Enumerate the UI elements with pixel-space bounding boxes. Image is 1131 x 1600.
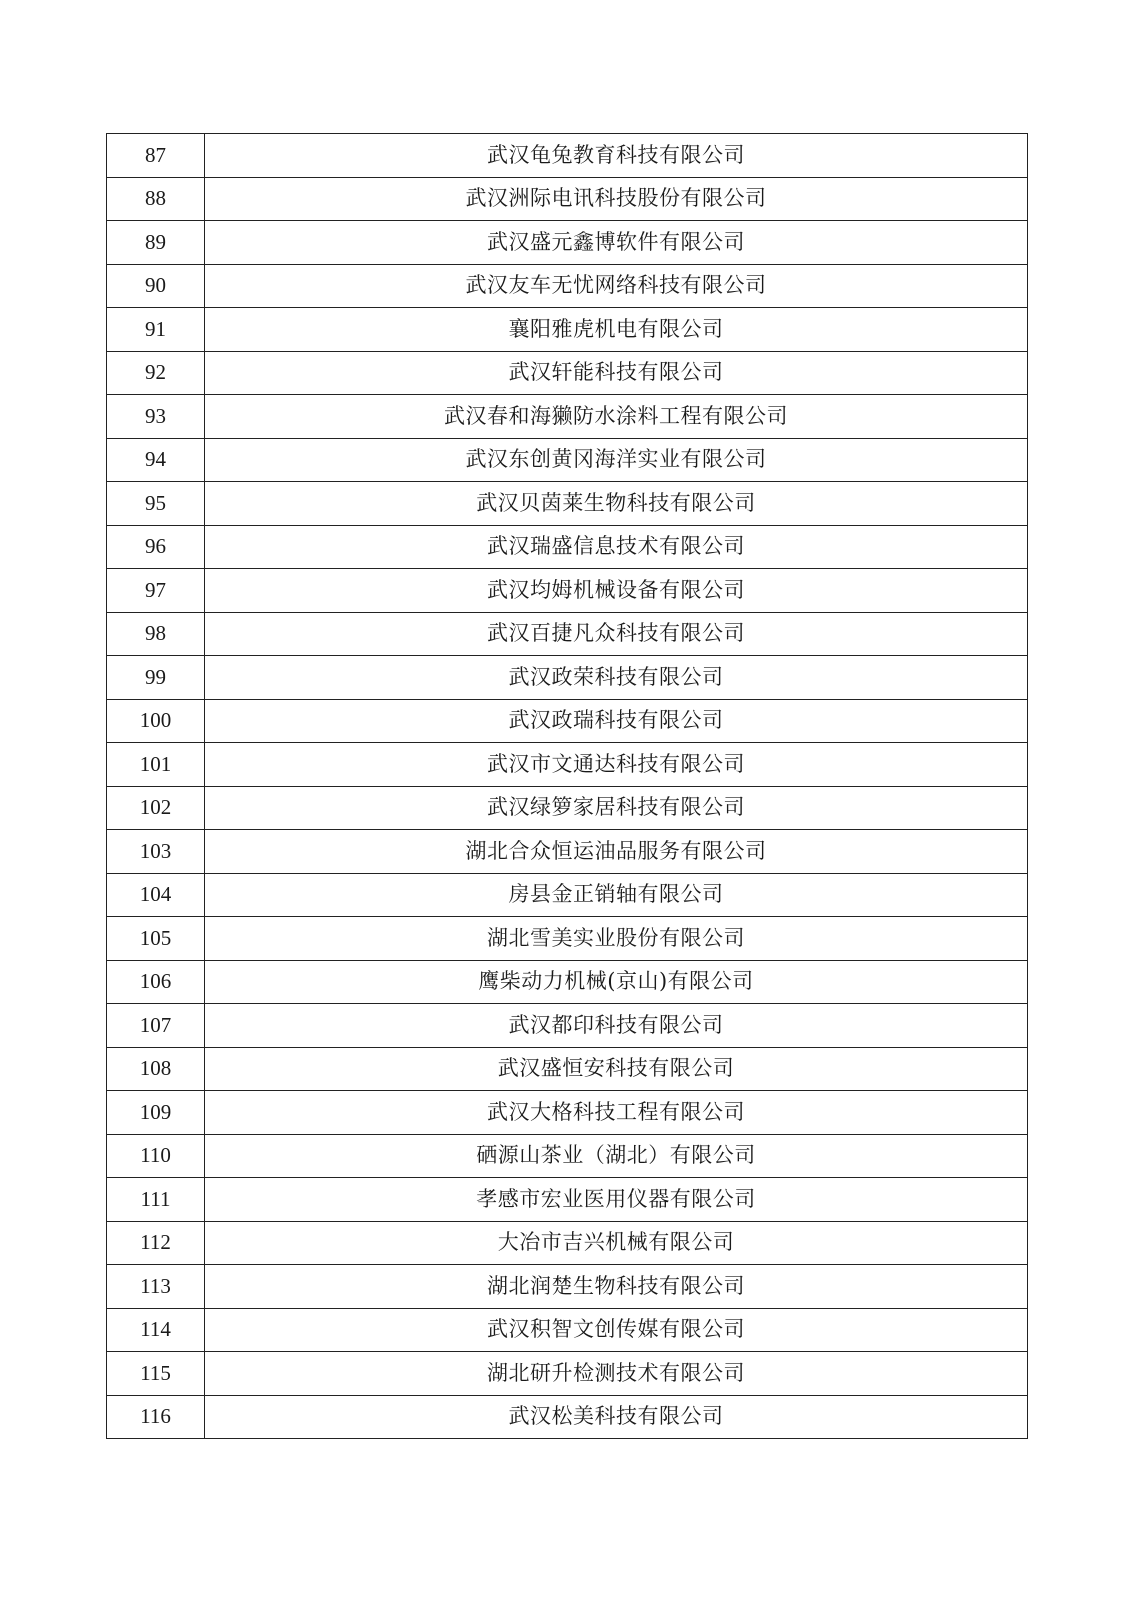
row-number: 106: [107, 960, 205, 1004]
row-number: 110: [107, 1134, 205, 1178]
table-row: [107, 699, 1028, 743]
company-name: 武汉松美科技有限公司: [205, 1395, 1028, 1439]
company-name: 武汉春和海獭防水涂料工程有限公司: [205, 395, 1028, 439]
table-row: [107, 1134, 1028, 1178]
table-row: [107, 134, 1028, 178]
company-name: 武汉东创黄冈海洋实业有限公司: [205, 438, 1028, 482]
row-number: 114: [107, 1308, 205, 1352]
row-number: 99: [107, 656, 205, 700]
table-row: [107, 1004, 1028, 1048]
company-name: 武汉盛元鑫博软件有限公司: [205, 221, 1028, 265]
company-name: 孝感市宏业医用仪器有限公司: [205, 1178, 1028, 1222]
table-row: [107, 1178, 1028, 1222]
row-number: 111: [107, 1178, 205, 1222]
table-row: [107, 308, 1028, 352]
company-name: 武汉盛恒安科技有限公司: [205, 1047, 1028, 1091]
row-number: 93: [107, 395, 205, 439]
table-row: [107, 1352, 1028, 1396]
row-number: 109: [107, 1091, 205, 1135]
company-name: 武汉都印科技有限公司: [205, 1004, 1028, 1048]
company-name: 武汉轩能科技有限公司: [205, 351, 1028, 395]
company-name: 武汉百捷凡众科技有限公司: [205, 612, 1028, 656]
table-row: [107, 438, 1028, 482]
table-row: [107, 830, 1028, 874]
company-name: 房县金正销轴有限公司: [205, 873, 1028, 917]
company-name: 武汉友车无忧网络科技有限公司: [205, 264, 1028, 308]
row-number: 88: [107, 177, 205, 221]
table-row: [107, 177, 1028, 221]
company-name: 武汉瑞盛信息技术有限公司: [205, 525, 1028, 569]
row-number: 92: [107, 351, 205, 395]
row-number: 102: [107, 786, 205, 830]
table-row: [107, 1395, 1028, 1439]
table-row: [107, 1091, 1028, 1135]
company-name: 湖北润楚生物科技有限公司: [205, 1265, 1028, 1309]
row-number: 113: [107, 1265, 205, 1309]
row-number: 107: [107, 1004, 205, 1048]
company-name: 湖北合众恒运油品服务有限公司: [205, 830, 1028, 874]
company-name: 武汉大格科技工程有限公司: [205, 1091, 1028, 1135]
company-name: 武汉贝茵莱生物科技有限公司: [205, 482, 1028, 526]
row-number: 112: [107, 1221, 205, 1265]
row-number: 105: [107, 917, 205, 961]
company-list-body: [107, 134, 1028, 1439]
table-row: [107, 1047, 1028, 1091]
row-number: 94: [107, 438, 205, 482]
company-name: 湖北研升检测技术有限公司: [205, 1352, 1028, 1396]
row-number: 100: [107, 699, 205, 743]
company-name: 武汉政荣科技有限公司: [205, 656, 1028, 700]
table-row: [107, 264, 1028, 308]
company-name: 硒源山茶业（湖北）有限公司: [205, 1134, 1028, 1178]
row-number: 98: [107, 612, 205, 656]
row-number: 103: [107, 830, 205, 874]
company-list-table: [106, 133, 1028, 1439]
row-number: 116: [107, 1395, 205, 1439]
company-name: 武汉绿箩家居科技有限公司: [205, 786, 1028, 830]
table-row: [107, 351, 1028, 395]
row-number: 104: [107, 873, 205, 917]
table-row: [107, 482, 1028, 526]
table-row: [107, 1221, 1028, 1265]
row-number: 97: [107, 569, 205, 613]
company-name: 武汉洲际电讯科技股份有限公司: [205, 177, 1028, 221]
table-row: [107, 873, 1028, 917]
table-row: [107, 612, 1028, 656]
row-number: 91: [107, 308, 205, 352]
row-number: 90: [107, 264, 205, 308]
company-name: 武汉均姆机械设备有限公司: [205, 569, 1028, 613]
row-number: 108: [107, 1047, 205, 1091]
table-row: [107, 960, 1028, 1004]
company-name: 武汉龟兔教育科技有限公司: [205, 134, 1028, 178]
table-row: [107, 743, 1028, 787]
table-row: [107, 395, 1028, 439]
company-name: 武汉市文通达科技有限公司: [205, 743, 1028, 787]
company-name: 湖北雪美实业股份有限公司: [205, 917, 1028, 961]
table-row: [107, 786, 1028, 830]
table-row: [107, 221, 1028, 265]
table-row: [107, 1308, 1028, 1352]
table-row: [107, 917, 1028, 961]
row-number: 101: [107, 743, 205, 787]
row-number: 95: [107, 482, 205, 526]
company-name: 襄阳雅虎机电有限公司: [205, 308, 1028, 352]
row-number: 87: [107, 134, 205, 178]
table-row: [107, 656, 1028, 700]
company-name: 武汉积智文创传媒有限公司: [205, 1308, 1028, 1352]
company-name: 武汉政瑞科技有限公司: [205, 699, 1028, 743]
table-row: [107, 1265, 1028, 1309]
table-row: [107, 525, 1028, 569]
company-name: 鹰柴动力机械(京山)有限公司: [205, 960, 1028, 1004]
table-row: [107, 569, 1028, 613]
row-number: 115: [107, 1352, 205, 1396]
row-number: 96: [107, 525, 205, 569]
row-number: 89: [107, 221, 205, 265]
company-name: 大冶市吉兴机械有限公司: [205, 1221, 1028, 1265]
